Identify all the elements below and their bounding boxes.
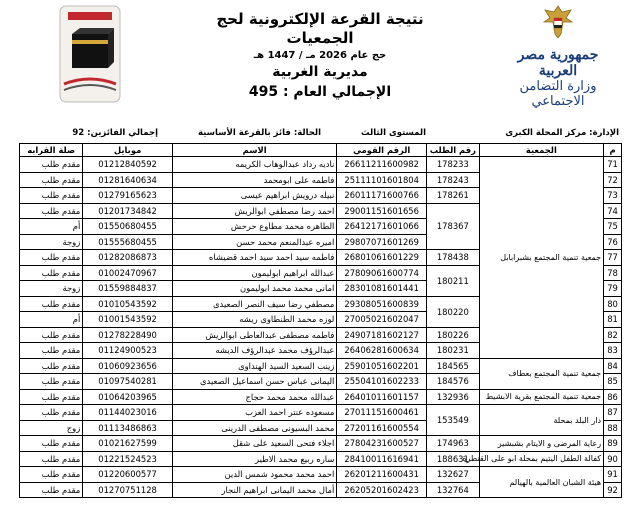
national-id: 25111101601804 — [337, 172, 427, 188]
table-row — [20, 358, 622, 374]
mobile-number: 01144023016 — [83, 405, 173, 421]
national-id: 26412171601066 — [337, 219, 427, 235]
col-header-name: الاسم — [172, 144, 336, 157]
mobile-number: 01060923656 — [83, 358, 173, 374]
mobile-number: 01064203965 — [83, 389, 173, 405]
person-name: نبيله درويش ابراهيم عيسى — [172, 188, 336, 204]
association-cell: دار البلد بمحلة — [479, 405, 603, 436]
relation: مقدم طلب — [20, 188, 83, 204]
hajj-logo — [58, 4, 122, 104]
row-index: 76 — [604, 234, 622, 250]
request-number: 132936 — [426, 389, 479, 405]
table-row — [20, 157, 622, 173]
mobile-number: 01281640634 — [83, 172, 173, 188]
association-cell: جمعية تنمية المجتمع بعطاف — [479, 358, 603, 389]
national-id: 25504101602233 — [337, 374, 427, 390]
season-label: حج عام 2026 مـ / 1447 هـ — [253, 50, 387, 61]
person-name: مسعوده عنتر احمد العزب — [172, 405, 336, 421]
grand-total-label: الإجمالي العام : 495 — [248, 84, 392, 100]
national-id: 27809061600774 — [337, 265, 427, 281]
mobile-number: 01550680455 — [83, 219, 173, 235]
national-id: 25901051602201 — [337, 358, 427, 374]
mobile-number: 01282086873 — [83, 250, 173, 266]
row-index: 74 — [604, 203, 622, 219]
relation: مقدم طلب — [20, 327, 83, 343]
national-id: 27011151600461 — [337, 405, 427, 421]
relation: مقدم طلب — [20, 250, 83, 266]
relation: مقدم طلب — [20, 405, 83, 421]
mobile-number: 01278228490 — [83, 327, 173, 343]
request-number: 178438 — [426, 250, 479, 266]
table-header-row — [20, 144, 622, 157]
mobile-number: 01279165623 — [83, 188, 173, 204]
row-index: 84 — [604, 358, 622, 374]
relation: أم — [20, 219, 83, 235]
row-index: 77 — [604, 250, 622, 266]
row-index: 85 — [604, 374, 622, 390]
mobile-number: 01010543592 — [83, 296, 173, 312]
admin-label: الإدارة: مركز المحلة الكبرى — [505, 128, 619, 138]
row-index: 72 — [604, 172, 622, 188]
person-name: اجلاء فتحى السعيد على شقل — [172, 436, 336, 452]
mobile-number: 01001543592 — [83, 312, 173, 328]
national-id: 24907181602127 — [337, 327, 427, 343]
row-index: 90 — [604, 451, 622, 467]
request-number: 188631 — [426, 451, 479, 467]
row-index: 83 — [604, 343, 622, 359]
mobile-number: 01113486863 — [83, 420, 173, 436]
person-name: الطاهره محمد مطاوع حرحش — [172, 219, 336, 235]
national-id: 29308051600839 — [337, 296, 427, 312]
relation: مقدم طلب — [20, 389, 83, 405]
header-center — [190, 10, 450, 102]
relation: مقدم طلب — [20, 482, 83, 498]
request-number: 184565 — [426, 358, 479, 374]
directorate-label: مديرية الغربية — [272, 64, 368, 80]
national-id: 26201211600431 — [337, 467, 427, 483]
results-table — [19, 143, 622, 498]
request-number: 184576 — [426, 374, 479, 390]
winners-total-label: إجمالي الفائزين: 92 — [72, 128, 158, 138]
request-number: 178367 — [426, 203, 479, 250]
row-index: 79 — [604, 281, 622, 297]
mobile-number: 01124900523 — [83, 343, 173, 359]
request-number: 132627 — [426, 467, 479, 483]
mobile-number: 01559884837 — [83, 281, 173, 297]
table-row — [20, 436, 622, 452]
page-title: نتيجة القرعة الإلكترونية لحج الجمعيات — [216, 10, 424, 47]
col-header-national-id: الرقم القومي — [337, 144, 427, 157]
mobile-number: 01555680455 — [83, 234, 173, 250]
col-header-mobile: موبايل — [83, 144, 173, 157]
request-number: 153549 — [426, 405, 479, 436]
person-name: احمد محمد محمود شمس الدين — [172, 467, 336, 483]
person-name: ساره ربيع محمد الاطير — [172, 451, 336, 467]
request-number: 132764 — [426, 482, 479, 498]
col-header-request: رقم الطلب — [426, 144, 479, 157]
person-name: احمد رضا مصطفي ابوالريش — [172, 203, 336, 219]
row-index: 81 — [604, 312, 622, 328]
relation: زوجة — [20, 234, 83, 250]
person-name: امانى محمد محمد ابوليمون — [172, 281, 336, 297]
request-number: 180226 — [426, 327, 479, 343]
person-name: اميره عبدالمنعم محمد حسن — [172, 234, 336, 250]
row-index: 73 — [604, 188, 622, 204]
national-id: 26801061601229 — [337, 250, 427, 266]
row-index: 87 — [604, 405, 622, 421]
association-cell: جمعية تنمية المجتمع بقرية الابشيط — [479, 389, 603, 405]
national-id: 26401011601157 — [337, 389, 427, 405]
col-header-relation: صلة القرابه — [20, 144, 83, 157]
table-row — [20, 467, 622, 483]
request-number: 180231 — [426, 343, 479, 359]
person-name: عبدالله ابراهيم ابوليمون — [172, 265, 336, 281]
association-cell: هيئة الشبان العالمية بالهيالم — [479, 467, 603, 498]
relation: مقدم طلب — [20, 358, 83, 374]
national-id: 27201161600554 — [337, 420, 427, 436]
row-index: 82 — [604, 327, 622, 343]
relation: مقدم طلب — [20, 265, 83, 281]
person-name: لوزه محمد الطنطاوى ريشه — [172, 312, 336, 328]
national-id: 26611211600982 — [337, 157, 427, 173]
person-name: محمد البسيونى مصطفى الدرينى — [172, 420, 336, 436]
person-name: عبدالله محمد محمد حجاج — [172, 389, 336, 405]
person-name: فاطمه على ابومحمد — [172, 172, 336, 188]
row-index: 75 — [604, 219, 622, 235]
status-label: الحالة: فائز بالقرعة الأساسية — [197, 128, 321, 138]
person-name: فاطمه سيد احمد سيد احمد قضيشاه — [172, 250, 336, 266]
relation: مقدم طلب — [20, 436, 83, 452]
mobile-number: 01097540281 — [83, 374, 173, 390]
relation: مقدم طلب — [20, 451, 83, 467]
person-name: فاطمه مصطفى عبدالعاطى ابوالريش — [172, 327, 336, 343]
info-bar — [19, 128, 621, 142]
mobile-number: 01221524523 — [83, 451, 173, 467]
relation: مقدم طلب — [20, 467, 83, 483]
person-name: مصطفي رضا سيف النصر الصعيدى — [172, 296, 336, 312]
table-row — [20, 451, 622, 467]
person-name: اليمانى عباس حسن اسماعيل الصعيدى — [172, 374, 336, 390]
row-index: 91 — [604, 467, 622, 483]
national-id: 29001151601656 — [337, 203, 427, 219]
level-label: المستوى الثالث — [361, 128, 426, 138]
national-id: 28301081601441 — [337, 281, 427, 297]
page-header — [0, 0, 640, 122]
person-name: ناديه رداد عبدالوهاب الكريمه — [172, 157, 336, 173]
relation: زوج — [20, 420, 83, 436]
mobile-number: 01021627599 — [83, 436, 173, 452]
national-id: 26205201602423 — [337, 482, 427, 498]
person-name: زينب السعيد السيد الهنداوى — [172, 358, 336, 374]
table-row — [20, 389, 622, 405]
relation: مقدم طلب — [20, 296, 83, 312]
national-id: 26406281600634 — [337, 343, 427, 359]
association-cell: رعاية المرضى و الايتام بشبشير — [479, 436, 603, 452]
mobile-number: 01002470967 — [83, 265, 173, 281]
emblem-country: جمهورية مصر العربية — [517, 47, 599, 79]
mobile-number: 01201734842 — [83, 203, 173, 219]
national-id: 27005021602047 — [337, 312, 427, 328]
relation: مقدم طلب — [20, 172, 83, 188]
row-index: 88 — [604, 420, 622, 436]
request-number: 178261 — [426, 188, 479, 204]
row-index: 80 — [604, 296, 622, 312]
person-name: عبدالرؤف محمد عبدالرؤف الديشه — [172, 343, 336, 359]
national-id: 27804231600527 — [337, 436, 427, 452]
col-header-association: الجمعية — [479, 144, 603, 157]
national-id: 26011171600766 — [337, 188, 427, 204]
mobile-number: 01212840592 — [83, 157, 173, 173]
table-body — [20, 157, 622, 498]
row-index: 86 — [604, 389, 622, 405]
relation: مقدم طلب — [20, 157, 83, 173]
relation: أم — [20, 312, 83, 328]
request-number: 180211 — [426, 265, 479, 296]
relation: زوجة — [20, 281, 83, 297]
request-number: 178233 — [426, 157, 479, 173]
row-index: 92 — [604, 482, 622, 498]
relation: مقدم طلب — [20, 374, 83, 390]
person-name: أمال محمد اليمانى ابراهيم النجار — [172, 482, 336, 498]
col-header-index: م — [604, 144, 622, 157]
request-number: 178243 — [426, 172, 479, 188]
ministry-emblem — [498, 4, 618, 109]
request-number: 174963 — [426, 436, 479, 452]
mobile-number: 01220600577 — [83, 467, 173, 483]
row-index: 89 — [604, 436, 622, 452]
national-id: 28410011616941 — [337, 451, 427, 467]
relation: مقدم طلب — [20, 203, 83, 219]
request-number: 180220 — [426, 296, 479, 327]
eagle-icon — [498, 4, 618, 47]
association-cell: كفالة الطفل اليتيم بمحلة ابو على القنطرة — [479, 451, 603, 467]
mobile-number: 01270751128 — [83, 482, 173, 498]
emblem-ministry: وزارة التضامن الاجتماعي — [519, 79, 597, 109]
association-cell: جمعية تنمية المجتمع بشبرابابل — [479, 157, 603, 359]
national-id: 29807071601269 — [337, 234, 427, 250]
row-index: 71 — [604, 157, 622, 173]
row-index: 78 — [604, 265, 622, 281]
relation: مقدم طلب — [20, 343, 83, 359]
table-row — [20, 405, 622, 421]
